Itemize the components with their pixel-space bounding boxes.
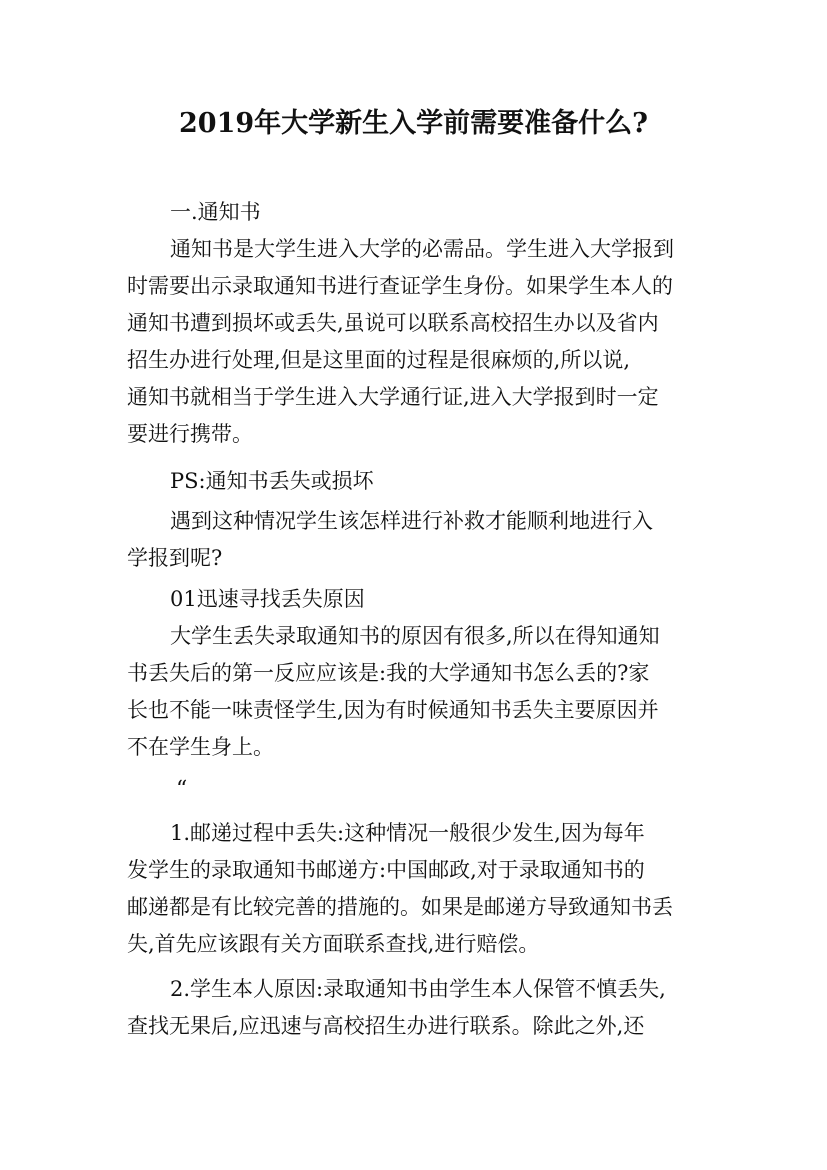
paragraph-line: 书丢失后的第一反应应该是:我的大学通知书怎么丢的?家 (127, 661, 650, 685)
subheading-01: 01迅速寻找丢失原因 (170, 587, 365, 611)
paragraph-line: 通知书是大学生进入大学的必需品。学生进入大学报到 (170, 237, 674, 261)
paragraph-line: 时需要出示录取通知书进行查证学生身份。如果学生本人的 (127, 274, 673, 298)
paragraph-line: 通知书就相当于学生进入大学通行证,进入大学报到时一定 (127, 385, 659, 409)
paragraph-line: 遇到这种情况学生该怎样进行补救才能顺利地进行入 (170, 509, 653, 533)
paragraph-line: 失,首先应该跟有关方面联系查找,进行赔偿。 (127, 932, 540, 956)
paragraph-line: 招生办进行处理,但是这里面的过程是很麻烦的,所以说, (127, 348, 631, 372)
ps-heading: PS:通知书丢失或损坏 (170, 469, 374, 493)
paragraph-line: 通知书遭到损坏或丢失,虽说可以联系高校招生办以及省内 (127, 311, 659, 335)
paragraph-line: 1.邮递过程中丢失:这种情况一般很少发生,因为每年 (170, 821, 645, 845)
section-heading-notice: 一.通知书 (170, 200, 261, 224)
paragraph-line: 不在学生身上。 (127, 735, 274, 759)
paragraph-line: 长也不能一味责怪学生,因为有时候通知书丢失主要原因并 (127, 698, 659, 722)
paragraph-line: 学报到呢? (127, 546, 223, 570)
paragraph-line: 查找无果后,应迅速与高校招生办进行联系。除此之外,还 (127, 1014, 645, 1038)
document-title: 2019年大学新生入学前需要准备什么? (179, 108, 648, 139)
quote-mark: “ (176, 777, 188, 802)
paragraph-line: 2.学生本人原因:录取通知书由学生本人保管不慎丢失, (170, 977, 666, 1001)
paragraph-line: 大学生丢失录取通知书的原因有很多,所以在得知通知 (170, 624, 660, 648)
paragraph-line: 要进行携带。 (127, 422, 253, 446)
paragraph-line: 发学生的录取通知书邮递方:中国邮政,对于录取通知书的 (127, 858, 645, 882)
paragraph-line: 邮递都是有比较完善的措施的。如果是邮递方导致通知书丢 (127, 895, 673, 919)
